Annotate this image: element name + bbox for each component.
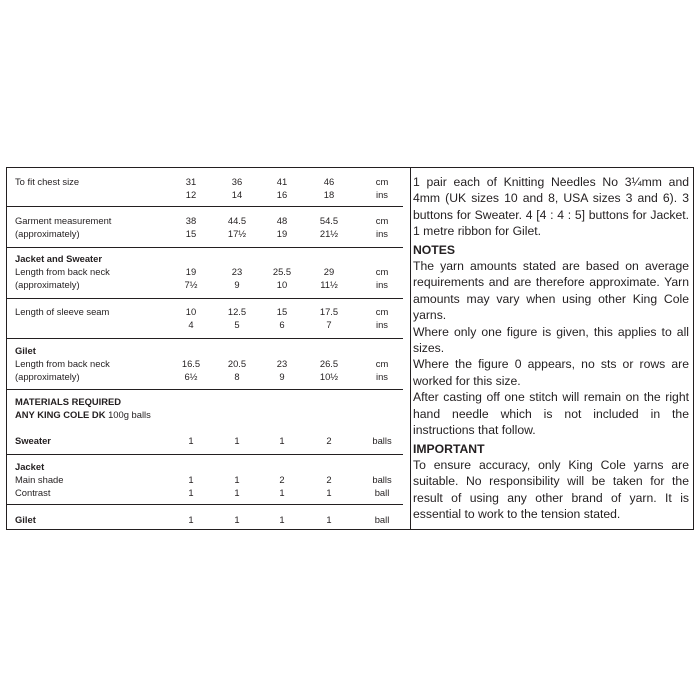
jacket-sweater-approx-label: (approximately)	[15, 279, 80, 290]
js-cm-3: 25.5	[272, 266, 292, 277]
sleeve-in-3: 6	[279, 319, 285, 330]
sleeve-in-2: 5	[234, 319, 240, 330]
garment-cm-1: 38	[185, 215, 197, 226]
gilet-in-1: 6½	[184, 371, 198, 382]
row-separator	[7, 504, 403, 505]
main-val-3: 2	[279, 474, 285, 485]
garment-cm-3: 48	[276, 215, 288, 226]
sleeve-seam-label: Length of sleeve seam	[15, 306, 110, 317]
chest-in-1: 12	[185, 189, 197, 200]
js-cm-4: 29	[323, 266, 335, 277]
notes-text-2: Where only one figure is given, this applies to all sizes.	[413, 324, 689, 356]
sweater-val-3: 1	[279, 435, 285, 446]
garment-in-1: 15	[185, 228, 197, 239]
contrast-val-4: 1	[326, 487, 332, 498]
js-in-3: 10	[276, 279, 288, 290]
notes-text-3: Where the figure 0 appears, no sts or rows are worked for this size.	[413, 357, 689, 388]
chest-cm-2: 36	[231, 176, 243, 187]
garment-cm-4: 54.5	[319, 215, 339, 226]
important-text: To ensure accuracy, only King Cole yarns are suitable. No responsibility will be taken for the result of using any other brand of yarn. It is essential to work to the tension stated.	[413, 457, 689, 522]
jacket-sweater-length-label: Length from back neck	[15, 266, 110, 277]
row-separator	[7, 454, 403, 455]
main-shade-label: Main shade	[15, 474, 64, 485]
js-in-4: 11½	[320, 279, 338, 290]
sweater-unit: balls	[372, 435, 392, 446]
gilet-in-3: 9	[279, 371, 285, 382]
sleeve-cm-2: 12.5	[227, 306, 247, 317]
gilet-yarn-val-3: 1	[279, 514, 285, 525]
main-unit: balls	[372, 474, 392, 485]
sleeve-in-4: 7	[326, 319, 332, 330]
gilet-in-4: 10½	[319, 371, 339, 382]
main-val-1: 1	[188, 474, 194, 485]
row-separator	[7, 206, 403, 207]
chest-in-3: 16	[276, 189, 288, 200]
gilet-cm-3: 23	[276, 358, 288, 369]
gilet-yarn-unit: ball	[374, 514, 390, 525]
contrast-val-1: 1	[188, 487, 194, 498]
sweater-val-4: 2	[326, 435, 332, 446]
chest-cm-4: 46	[323, 176, 335, 187]
jacket-heading: Jacket	[15, 461, 45, 472]
contrast-val-3: 1	[279, 487, 285, 498]
sleeve-unit-ins: ins	[376, 319, 388, 330]
chest-unit-ins: ins	[376, 189, 388, 200]
sweater-label: Sweater	[15, 435, 51, 446]
gilet-cm-2: 20.5	[227, 358, 247, 369]
chest-size-label: To fit chest size	[15, 176, 80, 187]
row-separator	[7, 298, 403, 299]
main-val-4: 2	[326, 474, 332, 485]
materials-heading: MATERIALS REQUIRED	[15, 396, 122, 407]
chest-unit-cm: cm	[375, 176, 389, 187]
contrast-label: Contrast	[15, 487, 51, 498]
row-separator	[7, 389, 403, 390]
materials-subheading	[15, 408, 151, 421]
notes-heading: NOTES	[413, 242, 455, 257]
pattern-info-box	[6, 167, 694, 530]
contrast-val-2: 1	[234, 487, 240, 498]
column-divider	[410, 168, 411, 529]
garment-cm-2: 44.5	[227, 215, 247, 226]
js-cm-1: 19	[185, 266, 197, 277]
gilet-unit-cm: cm	[375, 358, 389, 369]
sleeve-unit-cm: cm	[375, 306, 389, 317]
sweater-val-2: 1	[234, 435, 240, 446]
yarn-ball-weight: 100g balls	[105, 409, 151, 420]
garment-in-4: 21½	[319, 228, 339, 239]
chest-cm-1: 31	[185, 176, 197, 187]
contrast-unit: ball	[374, 487, 390, 498]
gilet-cm-4: 26.5	[319, 358, 339, 369]
gilet-yarn-val-2: 1	[234, 514, 240, 525]
gilet-in-2: 8	[234, 371, 240, 382]
gilet-yarn-label: Gilet	[15, 514, 36, 525]
important-heading: IMPORTANT	[413, 441, 485, 456]
row-separator	[7, 338, 403, 339]
garment-unit-cm: cm	[375, 215, 389, 226]
notes-text-1: The yarn amounts stated are based on average requirements and are therefore approximate. Yarn amounts may vary when using other King Cole yarns.	[413, 259, 689, 323]
garment-in-3: 19	[276, 228, 288, 239]
gilet-yarn-val-4: 1	[326, 514, 332, 525]
chest-in-2: 14	[231, 189, 243, 200]
row-separator	[7, 247, 403, 248]
garment-unit-ins: ins	[376, 228, 388, 239]
js-in-2: 9	[234, 279, 240, 290]
sleeve-cm-4: 17.5	[319, 306, 339, 317]
gilet-cm-1: 16.5	[181, 358, 201, 369]
main-val-2: 1	[234, 474, 240, 485]
garment-label: Garment measurement	[15, 215, 112, 226]
sweater-val-1: 1	[188, 435, 194, 446]
jacket-sweater-heading: Jacket and Sweater	[15, 253, 103, 264]
gilet-length-label: Length from back neck	[15, 358, 110, 369]
js-unit-ins: ins	[376, 279, 388, 290]
gilet-approx-label: (approximately)	[15, 371, 80, 382]
sleeve-in-1: 4	[188, 319, 194, 330]
garment-approx-label: (approximately)	[15, 228, 80, 239]
js-unit-cm: cm	[375, 266, 389, 277]
needles-text: 1 pair each of Knitting Needles No 3¼mm and 4mm (UK sizes 10 and 8, USA sizes 3 and 6). 3 buttons for Sweater. 4 [4 : 4 : 5] buttons for Jacket. 1 metre ribbon for Gilet.	[413, 175, 689, 239]
chest-cm-3: 41	[276, 176, 288, 187]
js-in-1: 7½	[184, 279, 198, 290]
yarn-name: ANY KING COLE DK	[15, 409, 106, 420]
sleeve-cm-3: 15	[276, 306, 288, 317]
sleeve-cm-1: 10	[185, 306, 197, 317]
notes-text-4: After casting off one stitch will remain on the right hand needle which is not included in the instructions that follow.	[413, 390, 689, 438]
garment-in-2: 17½	[227, 228, 247, 239]
notes-column	[413, 174, 689, 523]
gilet-yarn-val-1: 1	[188, 514, 194, 525]
gilet-unit-ins: ins	[376, 371, 388, 382]
gilet-heading: Gilet	[15, 345, 36, 356]
chest-in-4: 18	[323, 189, 335, 200]
js-cm-2: 23	[231, 266, 243, 277]
